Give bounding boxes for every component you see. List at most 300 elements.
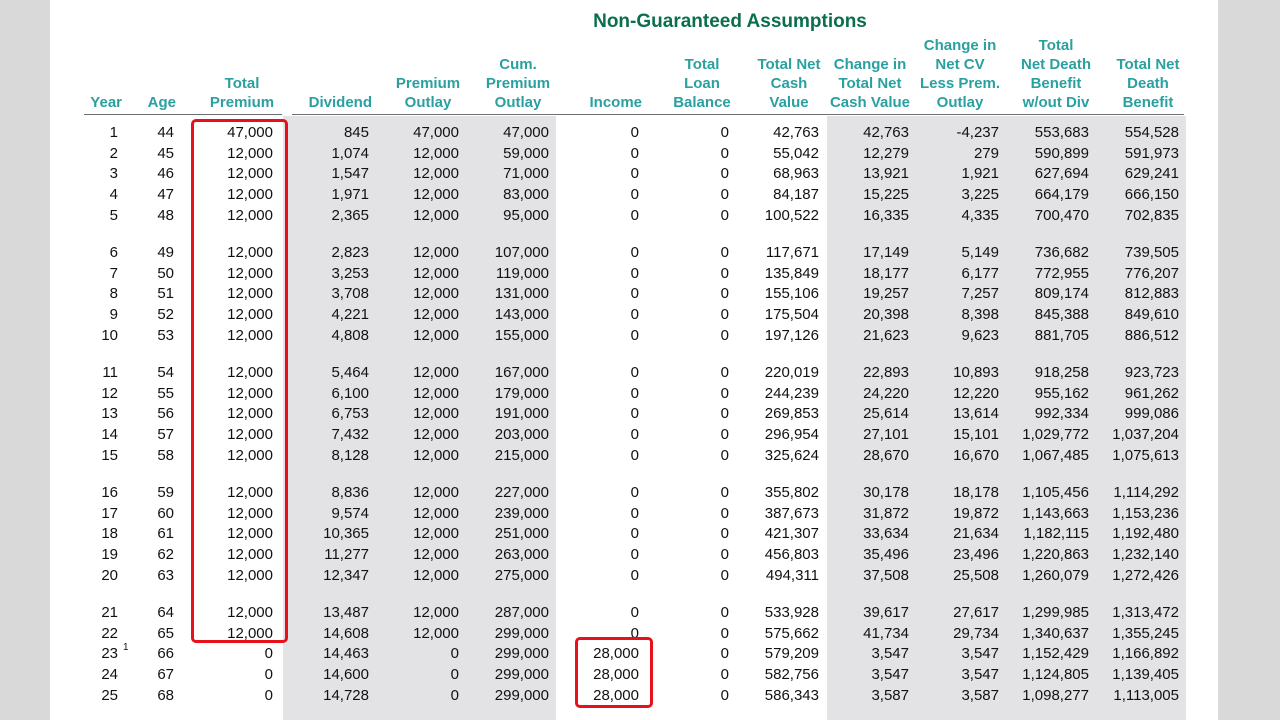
- cell-total-net-death-benefit-wout-div: 918,258: [1034, 364, 1089, 381]
- header-rule: [292, 114, 1184, 115]
- cell-year: 12: [101, 384, 118, 402]
- cell-age: 58: [157, 446, 174, 464]
- cell-year: 24: [101, 666, 118, 684]
- header-cum-premium-outlay: Cum. Premium Outlay: [485, 56, 551, 111]
- cell-dividend: 2,365: [331, 206, 369, 224]
- cell-change-in-net-cv-less-prem-outlay: 18,178: [953, 484, 999, 501]
- cell-year: 1: [109, 124, 118, 141]
- header-change-in-total-net-cash-value: Change in Total Net Cash Value: [829, 56, 911, 111]
- cell-income: 0: [630, 264, 639, 282]
- cell-total-net-death-benefit-wout-div: 1,143,663: [1022, 504, 1089, 522]
- cell-cum-premium-outlay: 119,000: [495, 264, 549, 282]
- cell-premium-outlay: 47,000: [413, 124, 459, 141]
- cell-total-net-death-benefit: 999,086: [1124, 405, 1179, 423]
- cell-change-in-net-cv-less-prem-outlay: 27,617: [953, 604, 999, 621]
- cell-change-in-net-cv-less-prem-outlay: 5,149: [961, 244, 999, 261]
- cell-dividend: 4,221: [331, 306, 369, 324]
- cell-change-in-net-cv-less-prem-outlay: 1,921: [961, 165, 999, 183]
- cell-age: 67: [157, 666, 174, 684]
- cell-total-premium: 12,000: [227, 546, 273, 564]
- cell-age: 49: [157, 244, 174, 261]
- cell-change-in-total-net-cash-value: 42,763: [863, 124, 909, 141]
- cell-premium-outlay: 12,000: [413, 326, 459, 344]
- cell-total-net-death-benefit: 923,723: [1124, 364, 1179, 381]
- cell-total-net-death-benefit-wout-div: 736,682: [1034, 244, 1089, 261]
- cell-dividend: 2,823: [331, 244, 369, 261]
- cell-premium-outlay: 0: [450, 666, 459, 684]
- cell-total-net-death-benefit: 1,272,426: [1112, 566, 1179, 584]
- cell-dividend: 845: [343, 124, 369, 141]
- cell-age: 68: [157, 686, 174, 704]
- cell-change-in-total-net-cash-value: 17,149: [863, 244, 909, 261]
- cell-cum-premium-outlay: 143,000: [494, 306, 549, 324]
- footnote-marker: 1: [123, 642, 129, 653]
- cell-total-premium: 12,000: [227, 426, 273, 444]
- cell-total-loan-balance: 0: [720, 306, 729, 324]
- cell-income: 0: [630, 326, 639, 344]
- cell-change-in-total-net-cash-value: 19,257: [863, 285, 909, 303]
- cell-total-net-death-benefit-wout-div: 1,299,985: [1022, 604, 1089, 621]
- cell-total-net-death-benefit: 1,232,140: [1112, 546, 1179, 564]
- cell-total-premium: 12,000: [227, 504, 273, 522]
- cell-income: 0: [630, 446, 639, 464]
- cell-age: 50: [157, 264, 174, 282]
- cell-year: 13: [101, 405, 118, 423]
- cell-total-loan-balance: 0: [720, 645, 729, 663]
- cell-total-net-cash-value: 244,239: [764, 384, 819, 402]
- cell-dividend: 14,600: [323, 666, 369, 684]
- cell-total-net-death-benefit-wout-div: 1,124,805: [1022, 666, 1089, 684]
- cell-total-loan-balance: 0: [720, 244, 729, 261]
- header-premium-outlay: Premium Outlay: [395, 75, 461, 111]
- cell-cum-premium-outlay: 47,000: [503, 124, 549, 141]
- cell-total-loan-balance: 0: [720, 624, 729, 642]
- cell-total-loan-balance: 0: [720, 124, 729, 141]
- cell-total-net-cash-value: 586,343: [764, 686, 819, 704]
- cell-total-net-death-benefit: 1,114,292: [1113, 484, 1179, 501]
- cell-year: 7: [109, 264, 118, 282]
- cell-income: 0: [630, 484, 639, 501]
- cell-dividend: 14,608: [323, 624, 369, 642]
- cell-income: 28,000: [593, 666, 639, 684]
- cell-total-premium: 12,000: [227, 446, 273, 464]
- cell-income: 0: [630, 206, 639, 224]
- cell-income: 0: [630, 504, 639, 522]
- cell-dividend: 14,463: [323, 645, 369, 663]
- cell-change-in-net-cv-less-prem-outlay: 8,398: [961, 306, 999, 324]
- cell-total-net-cash-value: 197,126: [764, 326, 819, 344]
- cell-income: 0: [630, 525, 639, 543]
- cell-year: 21: [101, 604, 118, 621]
- cell-age: 65: [157, 624, 174, 642]
- cell-change-in-net-cv-less-prem-outlay: 3,587: [961, 686, 999, 704]
- cell-total-net-death-benefit: 1,075,613: [1112, 446, 1179, 464]
- cell-year: 16: [101, 484, 118, 501]
- cell-dividend: 12,347: [323, 566, 369, 584]
- cell-total-loan-balance: 0: [720, 264, 729, 282]
- cell-change-in-net-cv-less-prem-outlay: 12,220: [953, 384, 999, 402]
- cell-change-in-net-cv-less-prem-outlay: 13,614: [953, 405, 999, 423]
- cell-total-loan-balance: 0: [720, 285, 729, 303]
- cell-change-in-total-net-cash-value: 41,734: [863, 624, 909, 642]
- cell-income: 0: [630, 405, 639, 423]
- cell-dividend: 1,547: [331, 165, 369, 183]
- cell-cum-premium-outlay: 155,000: [494, 326, 549, 344]
- cell-total-net-cash-value: 325,624: [764, 446, 819, 464]
- cell-total-premium: 12,000: [227, 484, 273, 501]
- cell-total-net-cash-value: 533,928: [764, 604, 819, 621]
- cell-total-net-cash-value: 68,963: [773, 165, 819, 183]
- cell-total-net-death-benefit-wout-div: 1,105,456: [1022, 484, 1089, 501]
- cell-total-net-death-benefit-wout-div: 845,388: [1034, 306, 1089, 324]
- cell-change-in-total-net-cash-value: 3,547: [871, 645, 909, 663]
- cell-total-net-death-benefit: 812,883: [1124, 285, 1179, 303]
- cell-total-net-death-benefit: 1,139,405: [1112, 666, 1179, 684]
- cell-age: 60: [157, 504, 174, 522]
- cell-total-net-death-benefit: 1,037,204: [1112, 426, 1179, 444]
- cell-total-net-cash-value: 42,763: [773, 124, 819, 141]
- cell-dividend: 1,971: [331, 186, 369, 204]
- cell-income: 0: [630, 124, 639, 141]
- cell-premium-outlay: 12,000: [413, 484, 459, 501]
- cell-dividend: 13,487: [323, 604, 369, 621]
- cell-year: 5: [109, 206, 118, 224]
- cell-total-net-death-benefit: 554,528: [1124, 124, 1179, 141]
- cell-total-net-death-benefit-wout-div: 1,260,079: [1022, 566, 1089, 584]
- cell-cum-premium-outlay: 299,000: [494, 645, 549, 663]
- cell-premium-outlay: 12,000: [413, 624, 459, 642]
- cell-change-in-total-net-cash-value: 21,623: [863, 326, 909, 344]
- header-age: Age: [147, 94, 176, 111]
- cell-total-net-death-benefit-wout-div: 664,179: [1034, 186, 1089, 204]
- cell-income: 0: [630, 144, 639, 162]
- cell-change-in-total-net-cash-value: 35,496: [863, 546, 909, 564]
- cell-total-premium: 12,000: [227, 285, 273, 303]
- cell-total-net-cash-value: 582,756: [764, 666, 819, 684]
- cell-total-premium: 12,000: [227, 206, 273, 224]
- header-total-net-cash-value: Total Net Cash Value: [757, 56, 821, 111]
- cell-total-net-death-benefit-wout-div: 881,705: [1034, 326, 1089, 344]
- cell-total-net-death-benefit-wout-div: 1,029,772: [1022, 426, 1089, 444]
- cell-change-in-total-net-cash-value: 39,617: [863, 604, 909, 621]
- cell-age: 62: [157, 546, 174, 564]
- cell-total-loan-balance: 0: [720, 384, 729, 402]
- cell-total-net-cash-value: 421,307: [764, 525, 819, 543]
- cell-change-in-total-net-cash-value: 31,872: [863, 504, 909, 522]
- cell-income: 0: [630, 306, 639, 324]
- cell-total-loan-balance: 0: [720, 504, 729, 522]
- cell-change-in-total-net-cash-value: 33,634: [863, 525, 909, 543]
- header-total-net-death-benefit-wout-div: Total Net Death Benefit w/out Div: [1020, 37, 1091, 111]
- cell-dividend: 14,728: [323, 686, 369, 704]
- cell-total-loan-balance: 0: [720, 364, 729, 381]
- cell-year: 11: [102, 364, 118, 381]
- cell-age: 52: [157, 306, 174, 324]
- cell-total-net-death-benefit: 776,207: [1124, 264, 1179, 282]
- cell-change-in-total-net-cash-value: 27,101: [863, 426, 909, 444]
- cell-age: 66: [157, 645, 174, 663]
- cell-year: 22: [101, 624, 118, 642]
- cell-total-premium: 47,000: [227, 124, 273, 141]
- cell-total-net-death-benefit: 591,973: [1124, 144, 1179, 162]
- cell-dividend: 8,836: [331, 484, 369, 501]
- cell-premium-outlay: 0: [450, 645, 459, 663]
- cell-total-net-death-benefit-wout-div: 992,334: [1034, 405, 1089, 423]
- cell-total-premium: 12,000: [227, 566, 273, 584]
- cell-age: 59: [157, 484, 174, 501]
- cell-total-premium: 12,000: [227, 364, 273, 381]
- cell-year: 10: [101, 326, 118, 344]
- cell-change-in-net-cv-less-prem-outlay: 23,496: [953, 546, 999, 564]
- cell-total-net-death-benefit: 849,610: [1124, 306, 1179, 324]
- cell-total-net-cash-value: 117,671: [765, 244, 819, 261]
- cell-total-premium: 12,000: [227, 405, 273, 423]
- cell-change-in-net-cv-less-prem-outlay: 29,734: [953, 624, 999, 642]
- cell-age: 61: [157, 525, 174, 543]
- cell-income: 28,000: [593, 645, 639, 663]
- cell-age: 44: [157, 124, 174, 141]
- cell-total-net-death-benefit-wout-div: 1,220,863: [1022, 546, 1089, 564]
- cell-change-in-total-net-cash-value: 28,670: [863, 446, 909, 464]
- cell-total-premium: 0: [264, 645, 273, 663]
- cell-change-in-net-cv-less-prem-outlay: 6,177: [961, 264, 999, 282]
- cell-premium-outlay: 12,000: [413, 604, 459, 621]
- cell-total-net-death-benefit-wout-div: 700,470: [1034, 206, 1089, 224]
- cell-premium-outlay: 12,000: [413, 285, 459, 303]
- cell-change-in-net-cv-less-prem-outlay: 7,257: [961, 285, 999, 303]
- cell-change-in-total-net-cash-value: 3,547: [871, 666, 909, 684]
- cell-total-loan-balance: 0: [720, 686, 729, 704]
- cell-dividend: 3,708: [331, 285, 369, 303]
- cell-total-net-death-benefit-wout-div: 590,899: [1034, 144, 1089, 162]
- cell-total-premium: 12,000: [227, 165, 273, 183]
- cell-cum-premium-outlay: 299,000: [494, 624, 549, 642]
- cell-premium-outlay: 12,000: [413, 364, 459, 381]
- cell-total-net-cash-value: 269,853: [764, 405, 819, 423]
- cell-change-in-net-cv-less-prem-outlay: 15,101: [953, 426, 999, 444]
- cell-total-premium: 12,000: [227, 384, 273, 402]
- cell-cum-premium-outlay: 227,000: [494, 484, 549, 501]
- cell-total-loan-balance: 0: [720, 165, 729, 183]
- cell-total-loan-balance: 0: [720, 206, 729, 224]
- cell-dividend: 8,128: [331, 446, 369, 464]
- cell-cum-premium-outlay: 299,000: [494, 686, 549, 704]
- cell-premium-outlay: 12,000: [413, 186, 459, 204]
- cell-year: 19: [101, 546, 118, 564]
- cell-total-net-cash-value: 155,106: [764, 285, 819, 303]
- cell-total-net-death-benefit: 1,153,236: [1112, 504, 1179, 522]
- cell-total-net-cash-value: 220,019: [764, 364, 819, 381]
- cell-total-net-cash-value: 579,209: [764, 645, 819, 663]
- cell-change-in-net-cv-less-prem-outlay: 19,872: [953, 504, 999, 522]
- cell-total-loan-balance: 0: [720, 525, 729, 543]
- cell-age: 55: [157, 384, 174, 402]
- cell-total-loan-balance: 0: [720, 186, 729, 204]
- cell-total-net-death-benefit: 666,150: [1124, 186, 1179, 204]
- cell-total-net-death-benefit: 886,512: [1124, 326, 1179, 344]
- cell-age: 46: [157, 165, 174, 183]
- cell-total-net-cash-value: 575,662: [764, 624, 819, 642]
- cell-year: 6: [109, 244, 118, 261]
- cell-age: 51: [157, 285, 174, 303]
- table-title: Non-Guaranteed Assumptions: [593, 11, 867, 32]
- cell-total-net-death-benefit-wout-div: 809,174: [1034, 285, 1089, 303]
- cell-change-in-total-net-cash-value: 30,178: [863, 484, 909, 501]
- cell-age: 45: [157, 144, 174, 162]
- cell-income: 0: [630, 604, 639, 621]
- cell-dividend: 11,277: [324, 546, 369, 564]
- cell-dividend: 5,464: [331, 364, 369, 381]
- cell-change-in-net-cv-less-prem-outlay: -4,237: [956, 124, 999, 141]
- cell-income: 28,000: [593, 686, 639, 704]
- cell-premium-outlay: 12,000: [413, 244, 459, 261]
- cell-change-in-net-cv-less-prem-outlay: 279: [973, 144, 999, 162]
- cell-age: 48: [157, 206, 174, 224]
- cell-year: 8: [109, 285, 118, 303]
- cell-cum-premium-outlay: 107,000: [494, 244, 549, 261]
- cell-cum-premium-outlay: 191,000: [494, 405, 549, 423]
- cell-total-premium: 12,000: [227, 186, 273, 204]
- cell-year: 17: [101, 504, 118, 522]
- cell-change-in-total-net-cash-value: 18,177: [863, 264, 909, 282]
- cell-age: 54: [157, 364, 174, 381]
- header-dividend: Dividend: [308, 94, 372, 111]
- cell-income: 0: [630, 624, 639, 642]
- cell-dividend: 6,100: [331, 384, 369, 402]
- cell-total-premium: 0: [264, 686, 273, 704]
- cell-year: 18: [101, 525, 118, 543]
- cell-change-in-net-cv-less-prem-outlay: 21,634: [953, 525, 999, 543]
- cell-total-net-death-benefit-wout-div: 955,162: [1034, 384, 1089, 402]
- cell-total-net-death-benefit-wout-div: 1,067,485: [1022, 446, 1089, 464]
- cell-change-in-net-cv-less-prem-outlay: 9,623: [961, 326, 999, 344]
- cell-change-in-net-cv-less-prem-outlay: 3,225: [961, 186, 999, 204]
- cell-total-premium: 12,000: [227, 144, 273, 162]
- cell-year: 15: [101, 446, 118, 464]
- cell-total-premium: 12,000: [227, 525, 273, 543]
- header-total-premium: Total Premium: [209, 75, 275, 111]
- cell-premium-outlay: 12,000: [413, 306, 459, 324]
- cell-age: 64: [157, 604, 174, 621]
- cell-total-loan-balance: 0: [720, 405, 729, 423]
- cell-total-net-cash-value: 84,187: [773, 186, 819, 204]
- cell-total-net-death-benefit: 629,241: [1124, 165, 1179, 183]
- header-total-net-death-benefit: Total Net Death Benefit: [1116, 56, 1180, 111]
- cell-change-in-total-net-cash-value: 12,279: [863, 144, 909, 162]
- cell-change-in-total-net-cash-value: 16,335: [863, 206, 909, 224]
- cell-cum-premium-outlay: 275,000: [494, 566, 549, 584]
- cell-cum-premium-outlay: 299,000: [494, 666, 549, 684]
- cell-total-loan-balance: 0: [720, 446, 729, 464]
- cell-change-in-total-net-cash-value: 24,220: [863, 384, 909, 402]
- cell-cum-premium-outlay: 203,000: [494, 426, 549, 444]
- cell-change-in-total-net-cash-value: 20,398: [863, 306, 909, 324]
- cell-year: 14: [101, 426, 118, 444]
- cell-income: 0: [630, 165, 639, 183]
- cell-total-premium: 12,000: [227, 604, 273, 621]
- header-income: Income: [589, 94, 642, 111]
- cell-dividend: 3,253: [331, 264, 369, 282]
- header-change-in-net-cv-less-prem-outlay: Change in Net CV Less Prem. Outlay: [919, 37, 1001, 111]
- cell-total-net-death-benefit-wout-div: 1,152,429: [1022, 645, 1089, 663]
- cell-premium-outlay: 12,000: [413, 566, 459, 584]
- header-total-loan-balance: Total Loan Balance: [673, 56, 731, 111]
- cell-total-premium: 12,000: [227, 306, 273, 324]
- cell-premium-outlay: 12,000: [413, 504, 459, 522]
- cell-total-loan-balance: 0: [720, 484, 729, 501]
- cell-change-in-net-cv-less-prem-outlay: 10,893: [953, 364, 999, 381]
- cell-change-in-total-net-cash-value: 3,587: [871, 686, 909, 704]
- total-premium-highlight-box: [191, 119, 288, 643]
- cell-income: 0: [630, 546, 639, 564]
- cell-income: 0: [630, 384, 639, 402]
- cell-change-in-net-cv-less-prem-outlay: 16,670: [953, 446, 999, 464]
- cell-total-net-death-benefit: 1,166,892: [1112, 645, 1179, 663]
- cell-total-net-death-benefit: 739,505: [1124, 244, 1179, 261]
- cell-premium-outlay: 12,000: [413, 426, 459, 444]
- cell-year: 23: [101, 645, 118, 663]
- cell-dividend: 6,753: [331, 405, 369, 423]
- cell-change-in-net-cv-less-prem-outlay: 4,335: [961, 206, 999, 224]
- cell-total-loan-balance: 0: [720, 326, 729, 344]
- cell-total-net-death-benefit: 1,192,480: [1112, 525, 1179, 543]
- cell-income: 0: [630, 364, 639, 381]
- cell-year: 2: [109, 144, 118, 162]
- cell-dividend: 7,432: [331, 426, 369, 444]
- cell-cum-premium-outlay: 59,000: [503, 144, 549, 162]
- cell-total-net-cash-value: 296,954: [764, 426, 819, 444]
- cell-cum-premium-outlay: 131,000: [494, 285, 549, 303]
- cell-total-premium: 12,000: [227, 624, 273, 642]
- cell-premium-outlay: 12,000: [413, 546, 459, 564]
- cell-change-in-total-net-cash-value: 25,614: [863, 405, 909, 423]
- cell-cum-premium-outlay: 83,000: [503, 186, 549, 204]
- cell-income: 0: [630, 426, 639, 444]
- cell-total-loan-balance: 0: [720, 666, 729, 684]
- cell-premium-outlay: 0: [450, 686, 459, 704]
- cell-change-in-total-net-cash-value: 13,921: [863, 165, 909, 183]
- cell-year: 9: [109, 306, 118, 324]
- cell-total-loan-balance: 0: [720, 566, 729, 584]
- cell-income: 0: [630, 566, 639, 584]
- cell-total-premium: 12,000: [227, 326, 273, 344]
- cell-age: 63: [157, 566, 174, 584]
- cell-total-net-death-benefit-wout-div: 627,694: [1034, 165, 1089, 183]
- cell-dividend: 4,808: [331, 326, 369, 344]
- cell-income: 0: [630, 244, 639, 261]
- cell-premium-outlay: 12,000: [413, 384, 459, 402]
- cell-total-loan-balance: 0: [720, 604, 729, 621]
- cell-cum-premium-outlay: 287,000: [494, 604, 549, 621]
- cell-change-in-total-net-cash-value: 37,508: [863, 566, 909, 584]
- cell-year: 4: [109, 186, 118, 204]
- cell-age: 53: [157, 326, 174, 344]
- cell-total-net-death-benefit-wout-div: 553,683: [1034, 124, 1089, 141]
- cell-premium-outlay: 12,000: [413, 206, 459, 224]
- cell-total-net-death-benefit: 1,355,245: [1112, 624, 1179, 642]
- cell-age: 47: [157, 186, 174, 204]
- cell-total-loan-balance: 0: [720, 144, 729, 162]
- cell-total-loan-balance: 0: [720, 426, 729, 444]
- header-rule: [84, 114, 282, 115]
- income-highlight-box: [575, 637, 653, 708]
- cell-year: 20: [101, 566, 118, 584]
- cell-change-in-total-net-cash-value: 15,225: [863, 186, 909, 204]
- cell-premium-outlay: 12,000: [413, 446, 459, 464]
- cell-cum-premium-outlay: 251,000: [494, 525, 549, 543]
- cell-cum-premium-outlay: 215,000: [494, 446, 549, 464]
- header-year: Year: [90, 94, 122, 111]
